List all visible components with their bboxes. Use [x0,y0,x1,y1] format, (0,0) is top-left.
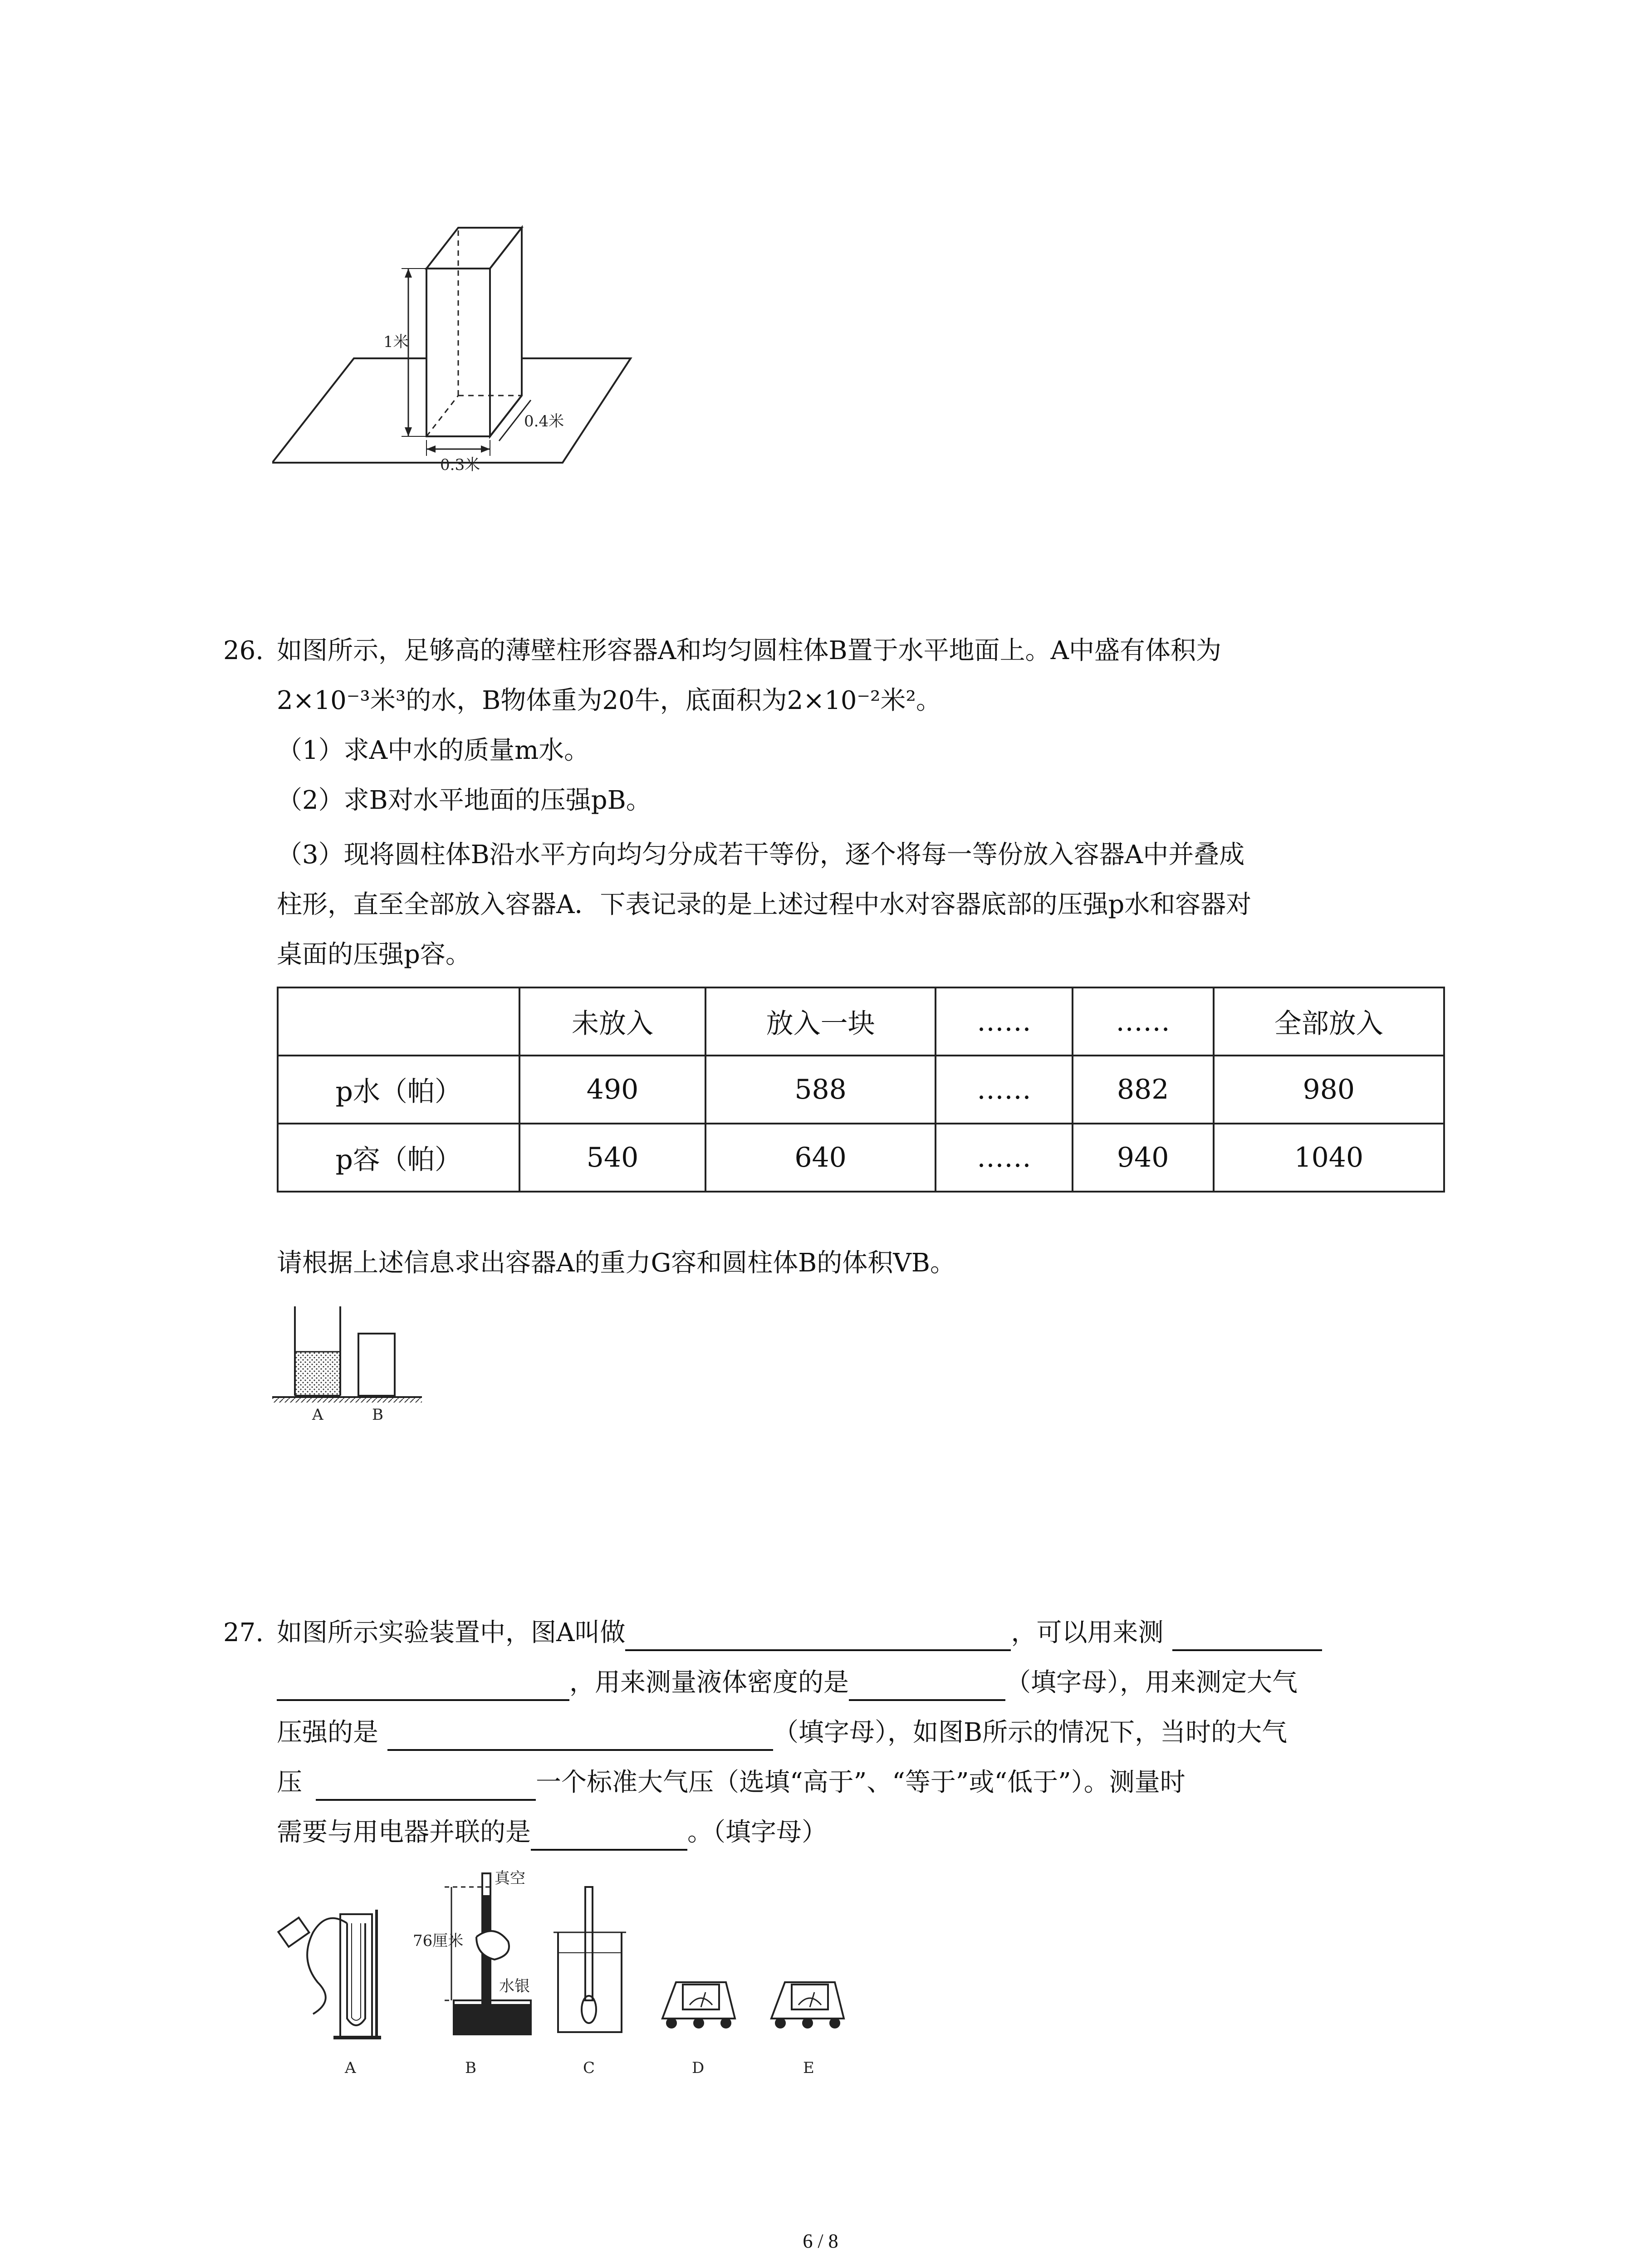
table-cell: 882 [1073,1056,1214,1124]
fig-label-c: C [583,2059,595,2077]
q27-text: 如图所示实验装置中，图A叫做 [277,1618,626,1647]
table-row [278,1056,1444,1124]
fig-label-b: B [372,1406,383,1424]
q27-text: （填字母），如图B所示的情况下，当时的大气 [773,1718,1288,1747]
vacuum-label: 真空 [495,1869,525,1887]
hydrometer-beaker [554,1887,626,2032]
fig-label-e: E [803,2059,814,2077]
container-cylinder-figure [272,1306,436,1424]
q26-sub1: （1）求A中水的质量m水。 [277,736,590,765]
depth-label: 0.4米 [524,412,564,430]
row-label: p水（帕） [278,1056,519,1124]
q27-line1 [277,1615,1322,1651]
ammeter [662,1982,735,2028]
height-76cm-label: 76厘米 [413,1932,464,1950]
table-header-cell: 放入一块 [705,987,936,1056]
table-cell: 640 [705,1124,936,1192]
table-cell: …… [936,1056,1072,1124]
table-header-cell: 全部放入 [1214,987,1444,1056]
q27-text: 压 [277,1768,302,1797]
q26-number: 26. [223,636,264,665]
table-cell: 980 [1214,1056,1444,1124]
q27-text: ，用来测量液体密度的是 [569,1668,849,1697]
fig-label-a: A [345,2059,356,2077]
fig-label-d: D [692,2059,705,2077]
answer-blank-1[interactable] [625,1622,1011,1651]
answer-blank-2b[interactable] [277,1672,569,1701]
q27-text: ，可以用来测 [1011,1618,1164,1647]
table-cell: 540 [519,1124,705,1192]
width-label: 0.3米 [440,456,480,472]
fig-label-b: B [465,2059,476,2077]
table-header-cell: …… [1073,987,1214,1056]
q26-sub3-line3: 桌面的压强p容。 [277,940,471,969]
mercury-label: 水银 [499,1977,530,1995]
table-cell: 588 [705,1056,936,1124]
table-header-cell [278,987,519,1056]
q26-sub2: （2）求B对水平地面的压强pB。 [277,786,652,815]
instruments-figure [272,1869,907,2087]
row-label: p容（帕） [278,1124,519,1192]
page-number: 6 / 8 [803,2230,838,2252]
prism-figure [272,218,662,472]
q27-text: （填字母），用来测定大气 [1005,1668,1298,1697]
table-row [278,1124,1444,1192]
q27-line5 [277,1814,827,1851]
table-cell: 490 [519,1056,705,1124]
table-header-cell: …… [936,987,1072,1056]
fig-label-a: A [312,1406,323,1424]
voltmeter [771,1982,844,2028]
q27-number: 27. [223,1618,264,1647]
table-cell: 1040 [1214,1124,1444,1192]
q27-text: 压强的是 [277,1718,378,1747]
q27-line2 [277,1665,1298,1701]
q27-text: 一个标准大气压（选填“高于”、“等于”或“低于”）。测量时 [536,1768,1185,1797]
q27-text: 。（填字母） [687,1818,827,1847]
q27-line3 [277,1715,1287,1751]
q27-line4 [277,1765,1185,1801]
u-tube-manometer [278,1910,381,2038]
answer-blank-4[interactable] [387,1722,773,1751]
answer-blank-5[interactable] [316,1772,536,1801]
pressure-table [277,987,1445,1193]
answer-blank-3[interactable] [849,1672,1005,1701]
height-label: 1米 [383,333,409,351]
q26-sub3-line1: （3）现将圆柱体B沿水平方向均匀分成若干等份，逐个将每一等份放入容器A中并叠成 [277,840,1245,870]
table-header-row [278,987,1444,1056]
answer-blank-2[interactable] [1172,1622,1322,1651]
q27-text: 需要与用电器并联的是 [277,1818,531,1847]
table-cell: …… [936,1124,1072,1192]
q26-line1: 如图所示，足够高的薄壁柱形容器A和均匀圆柱体B置于水平地面上。A中盛有体积为 [277,636,1222,665]
table-header-cell: 未放入 [519,987,705,1056]
table-cell: 940 [1073,1124,1214,1192]
answer-blank-6[interactable] [531,1822,687,1851]
q26-line2: 2×10⁻³米³的水，B物体重为20牛，底面积为2×10⁻²米²。 [277,686,941,715]
torricelli-barometer [445,1873,531,2034]
q26-sub3-line2: 柱形，直至全部放入容器A．下表记录的是上述过程中水对容器底部的压强p水和容器对 [277,890,1252,919]
q26-ask: 请根据上述信息求出容器A的重力G容和圆柱体B的体积VB。 [277,1248,955,1278]
